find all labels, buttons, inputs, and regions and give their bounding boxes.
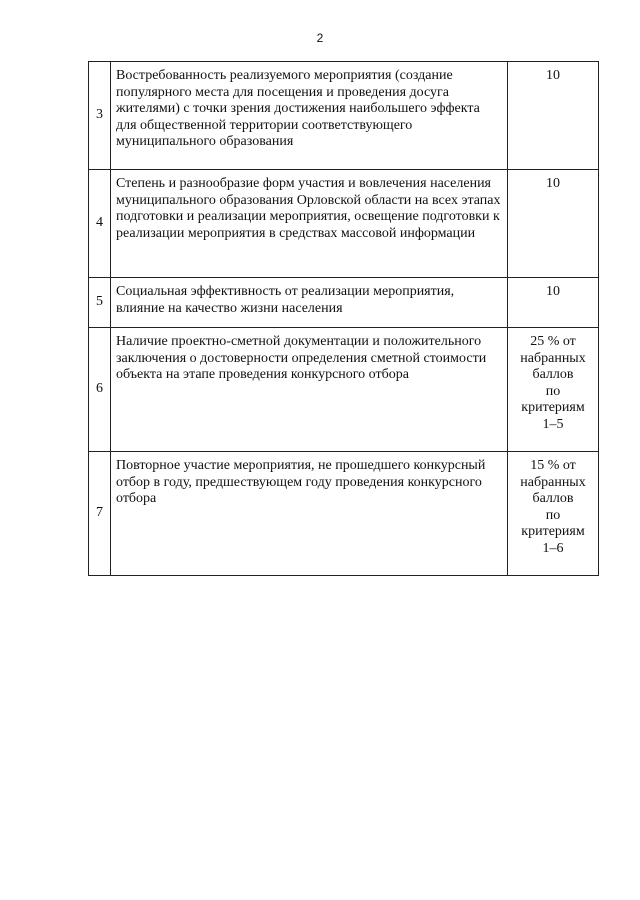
score-line: набранных <box>520 474 586 490</box>
table-row-4 <box>89 170 599 278</box>
score-line: 1–6 <box>542 540 564 556</box>
score-line: 15 % от <box>530 458 576 473</box>
score-line: по <box>545 507 561 523</box>
score-line: 1–5 <box>542 416 564 432</box>
score-line: баллов <box>532 367 574 382</box>
criterion-score <box>508 62 599 170</box>
row-number: 7 <box>89 452 111 576</box>
table-row-7 <box>89 452 599 576</box>
criterion-text: Социальная эффективность от реализации мероприятия, влияние на качество жизни населения <box>111 278 508 328</box>
score-line: 10 <box>546 176 560 191</box>
table-row-5 <box>89 278 599 328</box>
score-line: критериям <box>521 400 585 415</box>
score-line: набранных <box>520 350 586 366</box>
page-number: 2 <box>316 31 324 45</box>
score-line: по <box>545 383 561 399</box>
criterion-text: Повторное участие мероприятия, не прошедшего конкурсный отбор в году, предшествующем году проведения конкурсного отбора <box>111 452 508 576</box>
table-row-6 <box>89 328 599 452</box>
criterion-score <box>508 278 599 328</box>
score-line: 10 <box>546 68 560 83</box>
score-line: 10 <box>546 284 560 299</box>
criterion-score <box>508 328 599 452</box>
row-number: 5 <box>89 278 111 328</box>
score-line: 25 % от <box>530 334 576 349</box>
criterion-text: Наличие проектно-сметной документации и положительного заключения о достоверности определения сметной стоимости объекта на этапе проведения конкурсного отбора <box>111 328 508 452</box>
score-line: критериям <box>521 524 585 539</box>
row-number: 3 <box>89 62 111 170</box>
criterion-text: Востребованность реализуемого мероприятия (создание популярного места для посещения и проведения досуга жителями) с точки зрения достижения наибольшего эффекта для общественной территории соответствующего муниципального образования <box>111 62 508 170</box>
table-row-3 <box>89 62 599 170</box>
criterion-score <box>508 170 599 278</box>
row-number: 6 <box>89 328 111 452</box>
row-number: 4 <box>89 170 111 278</box>
criterion-score <box>508 452 599 576</box>
score-line: баллов <box>532 491 574 506</box>
criteria-table <box>88 61 599 576</box>
criterion-text: Степень и разнообразие форм участия и вовлечения населения муниципального образования Орловской области на всех этапах подготовки и реализации мероприятия, освещение подготовки к реализации мероприятия в средствах массовой информации <box>111 170 508 278</box>
